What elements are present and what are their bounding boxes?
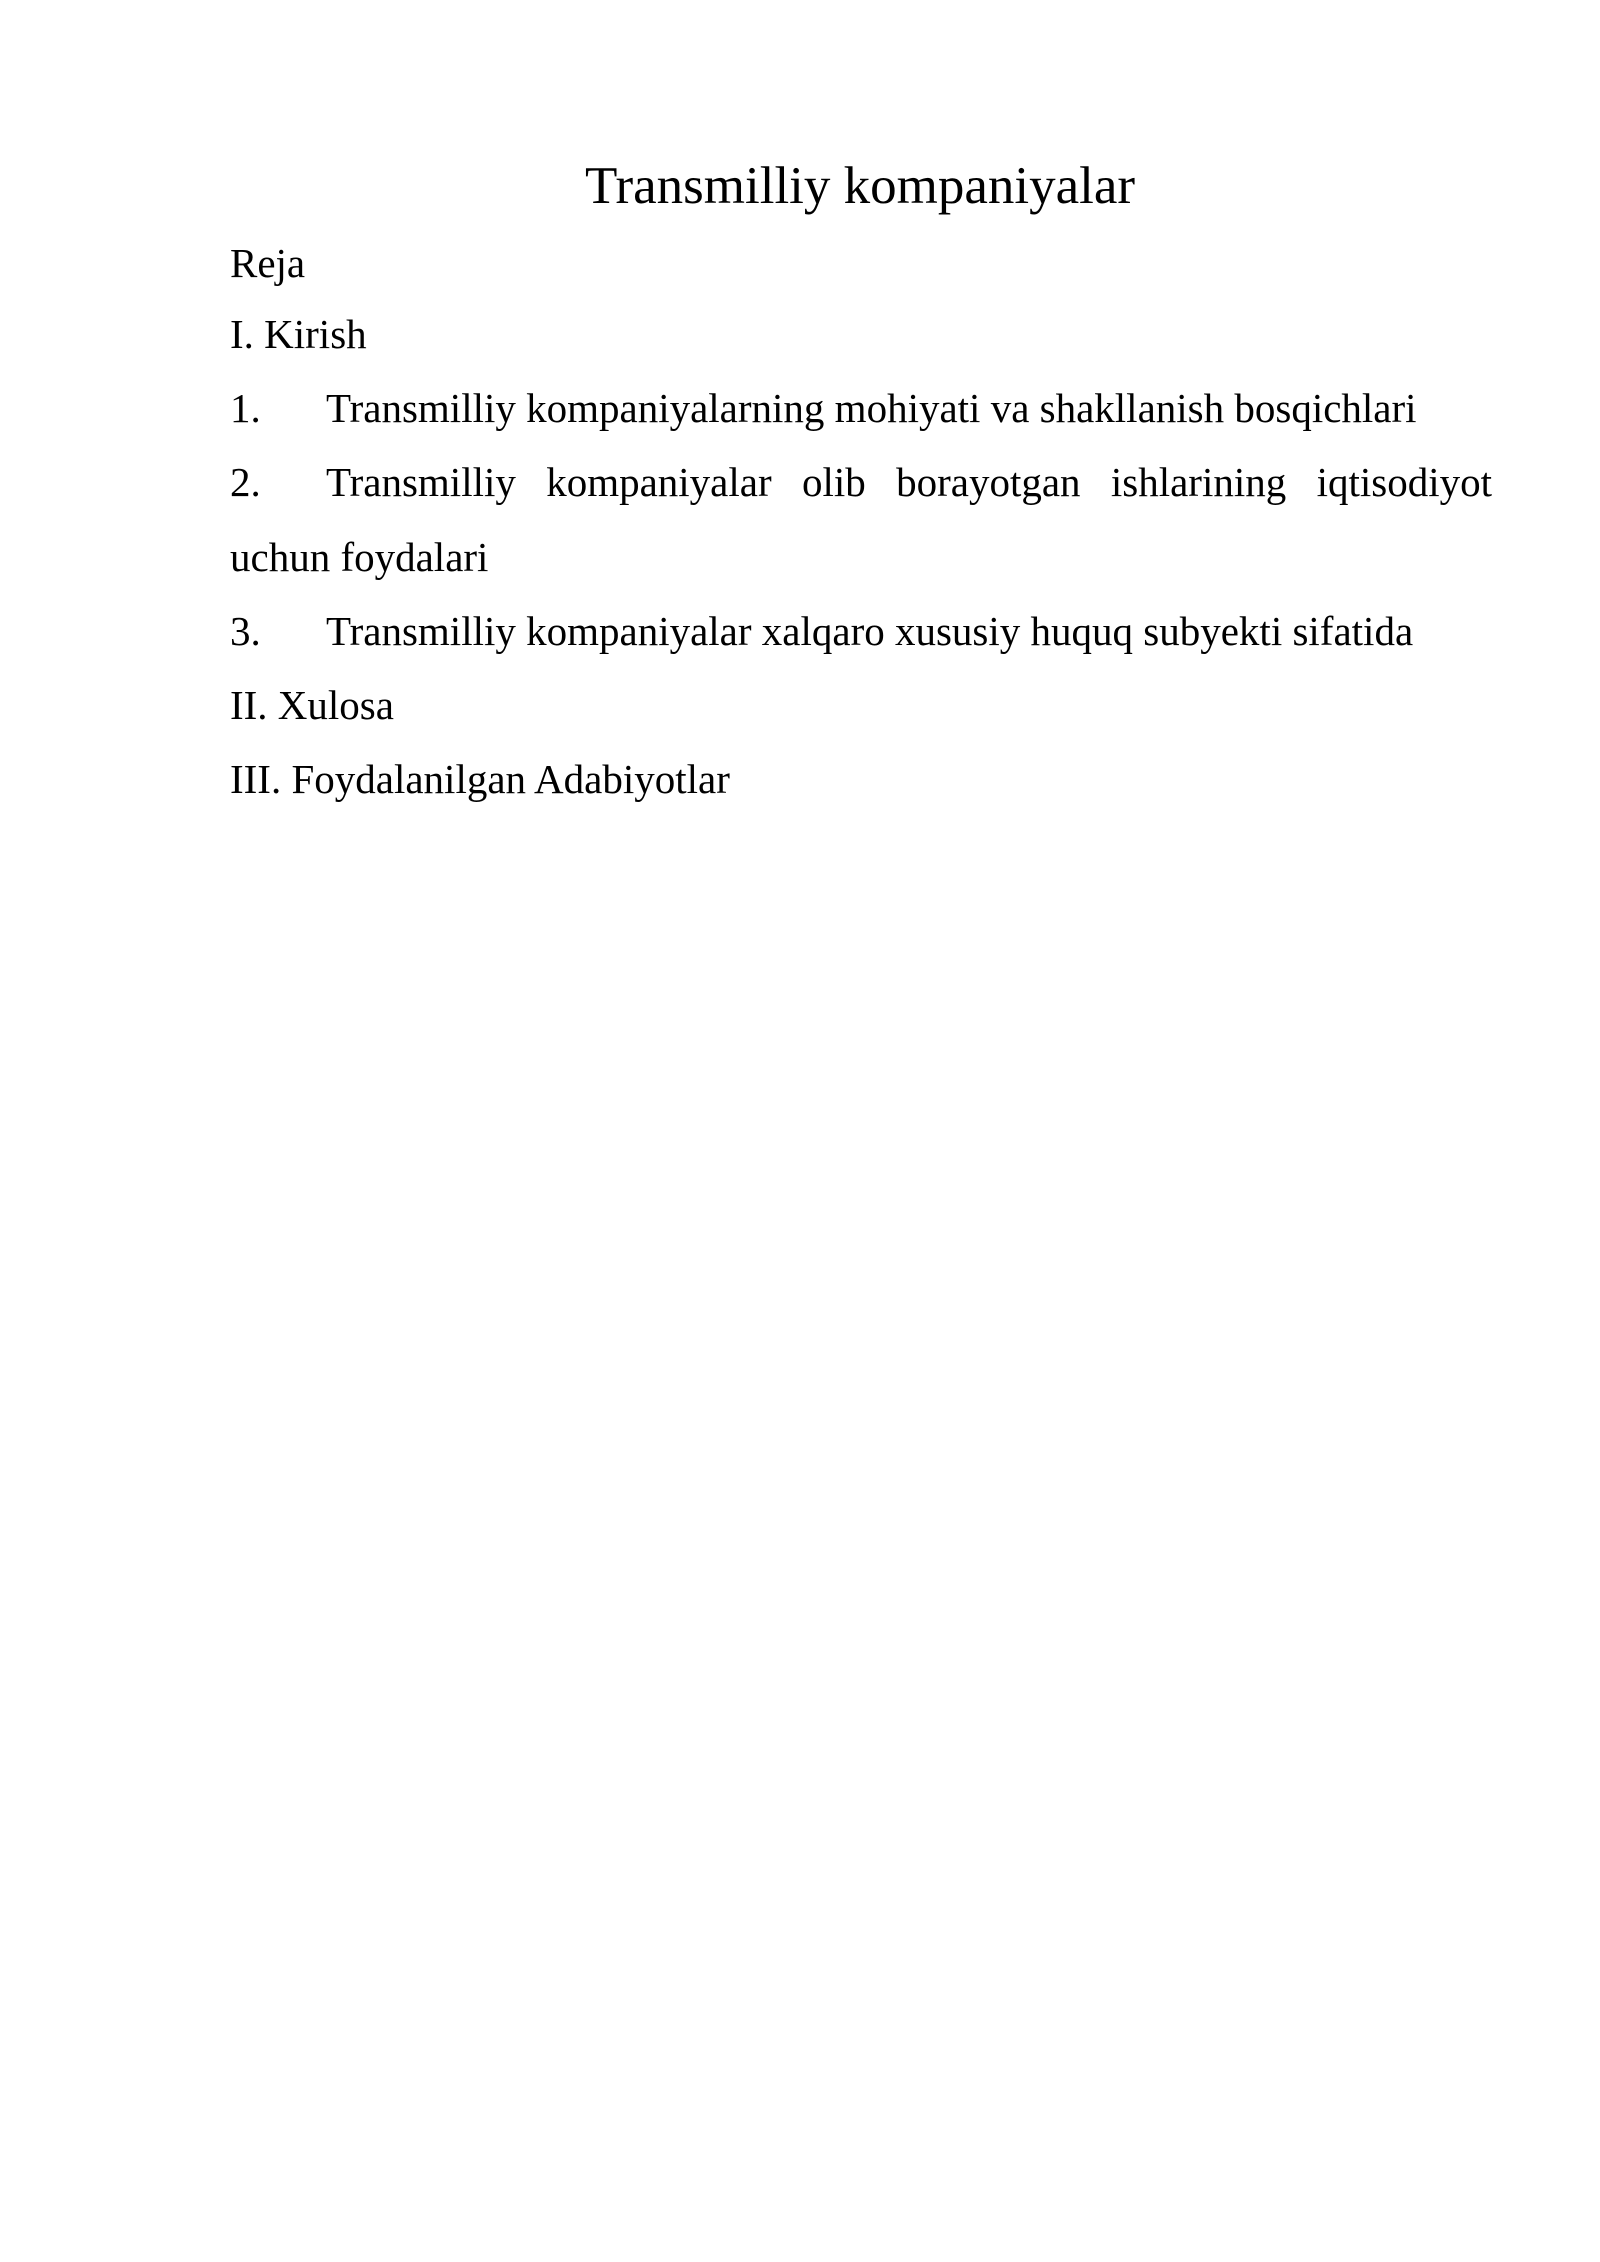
document-title: Transmilliy kompaniyalar <box>584 157 1136 215</box>
plan-item-text: Transmilliy kompaniyalar xalqaro xususiy huquq subyekti sifatida <box>326 608 1414 654</box>
plan-item-text: Transmilliy kompaniyalarning mohiyati va shakllanish bosqichlari <box>326 385 1417 431</box>
plan-item-3 <box>230 603 1413 659</box>
references-heading: III. Foydalanilgan Adabiyotlar <box>230 756 730 802</box>
plan-item-number: 2. <box>230 459 261 505</box>
conclusion-heading: II. Xulosa <box>230 682 394 728</box>
plan-item-1 <box>230 380 1417 436</box>
plan-item-2-continuation: uchun foydalari <box>230 534 489 580</box>
plan-item-number: 3. <box>230 608 261 654</box>
plan-item-text: Transmilliy kompaniyalar olib borayotgan ishlarining iqtisodiyot <box>326 459 1492 505</box>
plan-item-number: 1. <box>230 385 261 431</box>
plan-item-2 <box>230 454 1492 510</box>
intro-heading: I. Kirish <box>230 311 367 357</box>
plan-heading: Reja <box>230 240 306 286</box>
